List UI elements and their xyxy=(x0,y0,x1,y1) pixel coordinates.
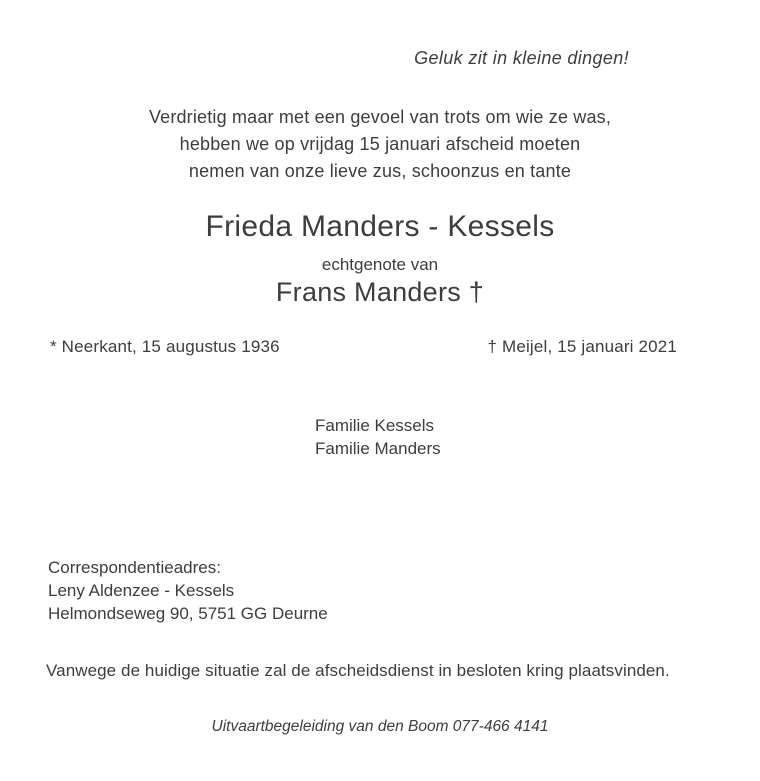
correspondence-name: Leny Aldenzee - Kessels xyxy=(48,581,235,600)
birth-death-row xyxy=(50,337,677,357)
intro-line-2: hebben we op vrijdag 15 januari afscheid moeten xyxy=(179,134,581,154)
intro-line-3: nemen van onze lieve zus, schoonzus en tante xyxy=(188,161,572,181)
intro-line-1: Verdrietig maar met een gevoel van trots om wie ze was, xyxy=(148,107,612,127)
death-info: † Meijel, 15 januari 2021 xyxy=(487,337,677,356)
deceased-name: Frieda Manders - Kessels xyxy=(205,210,555,243)
birth-info: * Neerkant, 15 augustus 1936 xyxy=(50,337,280,356)
correspondence-block xyxy=(48,556,328,625)
correspondence-label: Correspondentieadres: xyxy=(48,558,221,577)
private-service-notice: Vanwege de huidige situatie zal de afscheidsdienst in besloten kring plaatsvinden. xyxy=(46,661,670,680)
family-signatures xyxy=(315,414,441,460)
funeral-home-footer: Uitvaartbegeleiding van den Boom 077-466 4141 xyxy=(211,718,549,735)
opening-quote: Geluk zit in kleine dingen! xyxy=(414,48,629,68)
intro-paragraph xyxy=(0,104,760,185)
spouse-relation-label: echtgenote van xyxy=(321,255,439,274)
spouse-name: Frans Manders † xyxy=(275,277,485,307)
correspondence-address: Helmondseweg 90, 5751 GG Deurne xyxy=(48,604,328,623)
family-line-2: Familie Manders xyxy=(315,439,441,458)
family-line-1: Familie Kessels xyxy=(315,416,435,435)
